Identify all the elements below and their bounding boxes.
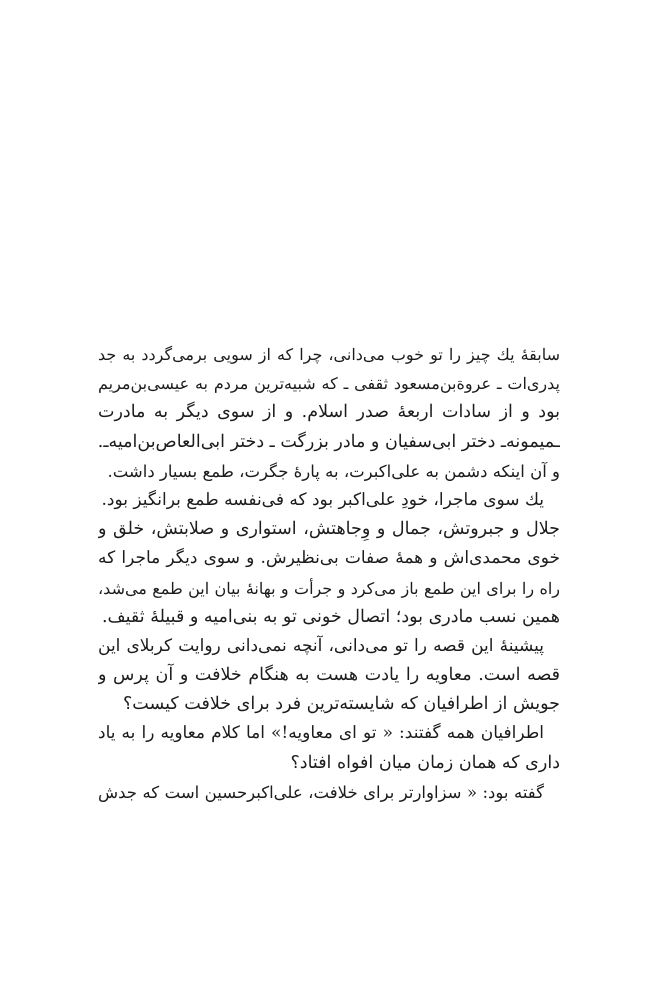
text-line: گفته بود: « سزاوارتر برای خلافت، علی‌اکبرحسین است که جدش [98,782,544,802]
text-line: خوی محمدی‌اش و همهٔ صفات بی‌نظیرش. و سوی دیگر ماجرا که [98,548,560,569]
text-line: سابقهٔ یك چیز را تو خوب می‌دانی، چرا که از سویی برمی‌گردد به جد [98,345,560,364]
text-line: همین نسب مادری بود؛ اتصال خونی تو به بنی‌امیه و قبیلهٔ ثقیف. [101,606,560,627]
text-line: قصه است. معاویه را یادت هست به هنگام خلافت و آن پرس و [98,665,560,686]
text-line: پدری‌ات ـ عروةبن‌مسعود ثقفی ـ که شبیه‌ترین مردم به عیسی‌بن‌مریم [98,374,560,394]
text-line: اطرافیان همه گفتند: « تو ای معاویه!» اما کلام معاویه را به یاد [98,723,544,744]
body-text [98,340,560,807]
text-line: جلال و جبروتش، جمال و وِجاهتش، استواری و صلابتش، خلق و [98,519,560,540]
text-line: یك سوی ماجرا، خودِ علی‌اکبر بود که فی‌نفسه طمع برانگیز بود. [101,489,544,510]
text-line: راه را برای این طمع باز می‌کرد و جرأت و بهانهٔ بیان این طمع می‌شد، [98,578,560,598]
text-line: جویش از اطرافیان که شایسته‌ترین فرد برای خلافت کیست؟ [123,694,560,715]
text-line: ـمیمونه‌ـ دختر ابی‌سفیان و مادر بزرگت ـ دختر ابی‌العاص‌بن‌امیه‌ـ. [98,431,560,452]
text-line: بود و از سادات اربعهٔ صدر اسلام. و از سوی دیگر به مادرت [98,402,560,423]
text-line: و آن اینکه دشمن به علی‌اکبرت، به پارهٔ جگرت، طمع بسیار داشت. [107,461,560,481]
text-line: پیشینهٔ این قصه را تو می‌دانی، آنچه نمی‌دانی روایت کربلای این [98,635,544,656]
text-line: داری که همان زمان میان افواه افتاد؟ [290,752,560,773]
